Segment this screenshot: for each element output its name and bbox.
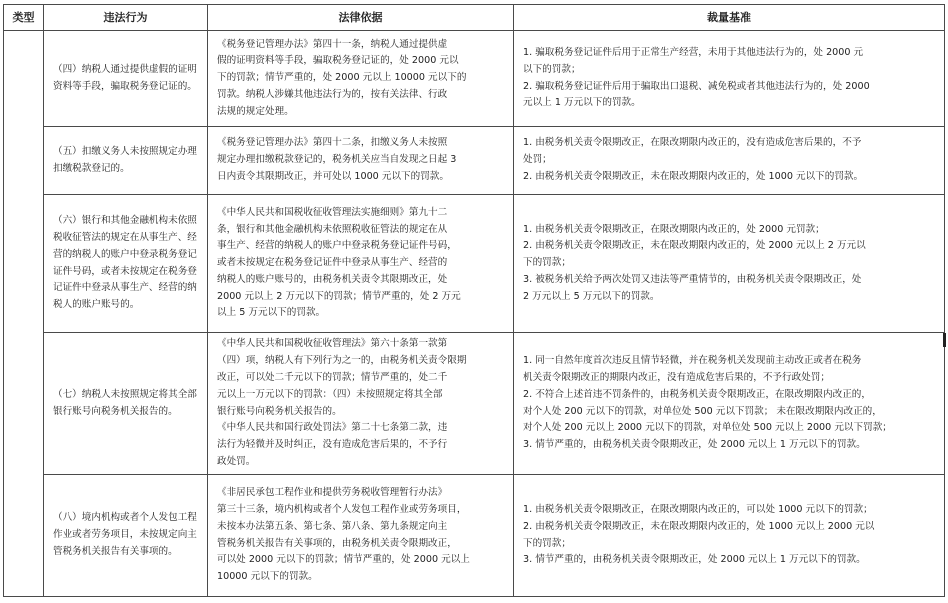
standard-line: 2 万元以上 5 万元以下的罚款。 [523,290,660,302]
basis-cell [208,127,514,195]
standard-line: 3. 情节严重的，由税务机关责令限期改正，处 2000 元以上 1 万元以下的罚款。 [523,439,866,451]
basis-line: 《中华人民共和国税收征收管理法实施细则》第九十二 [217,206,448,218]
table-row [4,333,945,475]
basis-line: 改正，可以处二千元以下的罚款；情节严重的，处二千 [217,371,448,383]
basis-line: 或者未按规定在税务登记证件中登录从事生产、经营的 [217,257,448,269]
table-row [4,127,945,195]
basis-line: 元以上一万元以下的罚款：（四）未按照规定将其全部 [217,388,443,400]
basis-line: 可以处 2000 元以下的罚款；情节严重的，处 2000 元以上 [217,554,470,566]
basis-line: 银行账号向税务机关报告的。 [217,405,342,417]
header-behavior: 违法行为 [44,5,208,31]
basis-cell [208,195,514,333]
standard-cell [514,195,945,333]
standard-line: 下的罚款； [523,537,571,549]
standard-line: 1. 由税务机关责令限期改正，在限改期限内改正的，可以处 1000 元以下的罚款； [523,503,873,515]
basis-line: 假的证明资料等手段，骗取税务登记证的，处 2000 元以 [217,55,459,67]
standard-line: 对个人处 200 元以下的罚款，对单位处 500 元以下罚款； 未在限改期限内改正的， [523,405,882,417]
behavior-cell: （四）纳税人通过提供虚假的证明资料等手段，骗取税务登记证的。 [44,31,208,127]
behavior-cell: （六）银行和其他金融机构未依照税收征管法的规定在从事生产、经营的纳税人的账户中登录税务登记证件号码，或者未按规定在税务登记证件中登录从事生产、经营的纳税人的账户账号的。 [44,195,208,333]
behavior-cell: （七）纳税人未按照规定将其全部银行账号向税务机关报告的。 [44,333,208,475]
standard-line: 1. 由税务机关责令限期改正，在限改期限内改正的，没有造成危害后果的，不予 [523,137,862,149]
basis-line: 罚款。纳税人涉嫌其他违法行为的，按有关法律、行政 [217,88,448,100]
behavior-cell: （八）境内机构或者个人发包工程作业或者劳务项目，未按规定向主管税务机关报告有关事项的。 [44,475,208,597]
basis-line: 法行为轻微并及时纠正，没有造成危害后果的，不予行 [217,439,448,451]
behavior-cell: （五）扣缴义务人未按照规定办理扣缴税款登记的。 [44,127,208,195]
penalty-table [3,4,945,597]
standard-line: 1. 骗取税务登记证件后用于正常生产经营，未用于其他违法行为的，处 2000 元 [523,46,864,58]
table-row [4,475,945,597]
basis-line: 日内责令其限期改正，并可处以 1000 元以下的罚款。 [217,170,449,182]
basis-line: 《中华人民共和国行政处罚法》第二十七条第二款，违 [217,422,448,434]
basis-line: 《非居民承包工程作业和提供劳务税收管理暂行办法》 [217,487,448,499]
standard-line: 2. 骗取税务登记证件后用于骗取出口退税、减免税或者其他违法行为的，处 2000 [523,80,870,92]
margin-mark [943,333,946,347]
standard-line: 1. 同一自然年度首次违反且情节轻微，并在税务机关发现前主动改正或者在税务 [523,355,862,367]
basis-line: 管税务机关报告有关事项的，由税务机关责令限期改正， [217,537,457,549]
basis-line: 以上 5 万元以下的罚款。 [217,307,326,319]
basis-line: 下的罚款；情节严重的，处 2000 元以上 10000 元以下的 [217,72,467,84]
basis-line: 事生产、经营的纳税人的账户中登录税务登记证件号码， [217,240,457,252]
standard-line: 对个人处 200 元以上 2000 元以下的罚款，对单位处 500 元以上 2000 元以下罚款； [523,422,892,434]
standard-cell [514,333,945,475]
basis-line: 政处罚。 [217,455,256,467]
basis-cell [208,333,514,475]
basis-line: 《税务登记管理办法》第四十一条，纳税人通过提供虚 [217,38,448,50]
basis-line: 纳税人的账户账号的，由税务机关责令其限期改正，处 [217,273,448,285]
basis-line: 规定办理扣缴税款登记的，税务机关应当自发现之日起 3 [217,154,457,166]
standard-line: 以下的罚款； [523,63,581,75]
basis-line: 《税务登记管理办法》第四十二条，扣缴义务人未按照 [217,137,448,149]
basis-cell [208,475,514,597]
table-row [4,195,945,333]
basis-line: 法规的规定处理。 [217,105,294,117]
standard-line: 机关责令限期改正的期限内改正，没有造成危害后果的，不予行政处罚； [523,371,830,383]
standard-line: 处罚； [523,154,552,166]
table-row [4,31,945,127]
standard-line: 3. 被税务机关给予两次处罚又违法等严重情节的，由税务机关责令限期改正，处 [523,273,862,285]
basis-line: 10000 元以下的罚款。 [217,571,318,583]
standard-line: 2. 由税务机关责令限期改正，未在限改期限内改正的，处 2000 元以上 2 万元以 [523,240,866,252]
standard-cell [514,475,945,597]
header-basis: 法律依据 [208,5,514,31]
basis-line: 《中华人民共和国税收征收管理法》第六十条第一款第 [217,338,448,350]
standard-line: 元以上 1 万元以下的罚款。 [523,97,641,109]
header-type: 类型 [4,5,44,31]
type-cell [4,31,44,597]
basis-line: 条，银行和其他金融机构未依照税收征管法的规定在从 [217,223,448,235]
standard-cell [514,31,945,127]
basis-line: 第三十三条，境内机构或者个人发包工程作业或劳务项目， [217,503,467,515]
standard-line: 2. 由税务机关责令限期改正，未在限改期限内改正的，处 1000 元以下的罚款。 [523,170,864,182]
standard-line: 2. 由税务机关责令限期改正，未在限改期限内改正的，处 1000 元以上 2000 元以 [523,520,875,532]
basis-line: （四）项，纳税人有下列行为之一的，由税务机关责令限期 [217,355,467,367]
basis-cell [208,31,514,127]
standard-line: 下的罚款； [523,257,571,269]
basis-line: 未按本办法第五条、第七条、第八条、第九条规定向主 [217,520,448,532]
standard-line: 2. 不符合上述首违不罚条件的，由税务机关责令限期改正，在限改期限内改正的， [523,388,871,400]
standard-cell [514,127,945,195]
basis-line: 2000 元以上 2 万元以下的罚款；情节严重的，处 2 万元 [217,290,461,302]
standard-line: 3. 情节严重的，由税务机关责令限期改正，处 2000 元以上 1 万元以下的罚款。 [523,554,866,566]
header-standard: 裁量基准 [514,5,945,31]
table-header-row [4,5,945,31]
standard-line: 1. 由税务机关责令限期改正，在限改期限内改正的，处 2000 元罚款； [523,223,825,235]
